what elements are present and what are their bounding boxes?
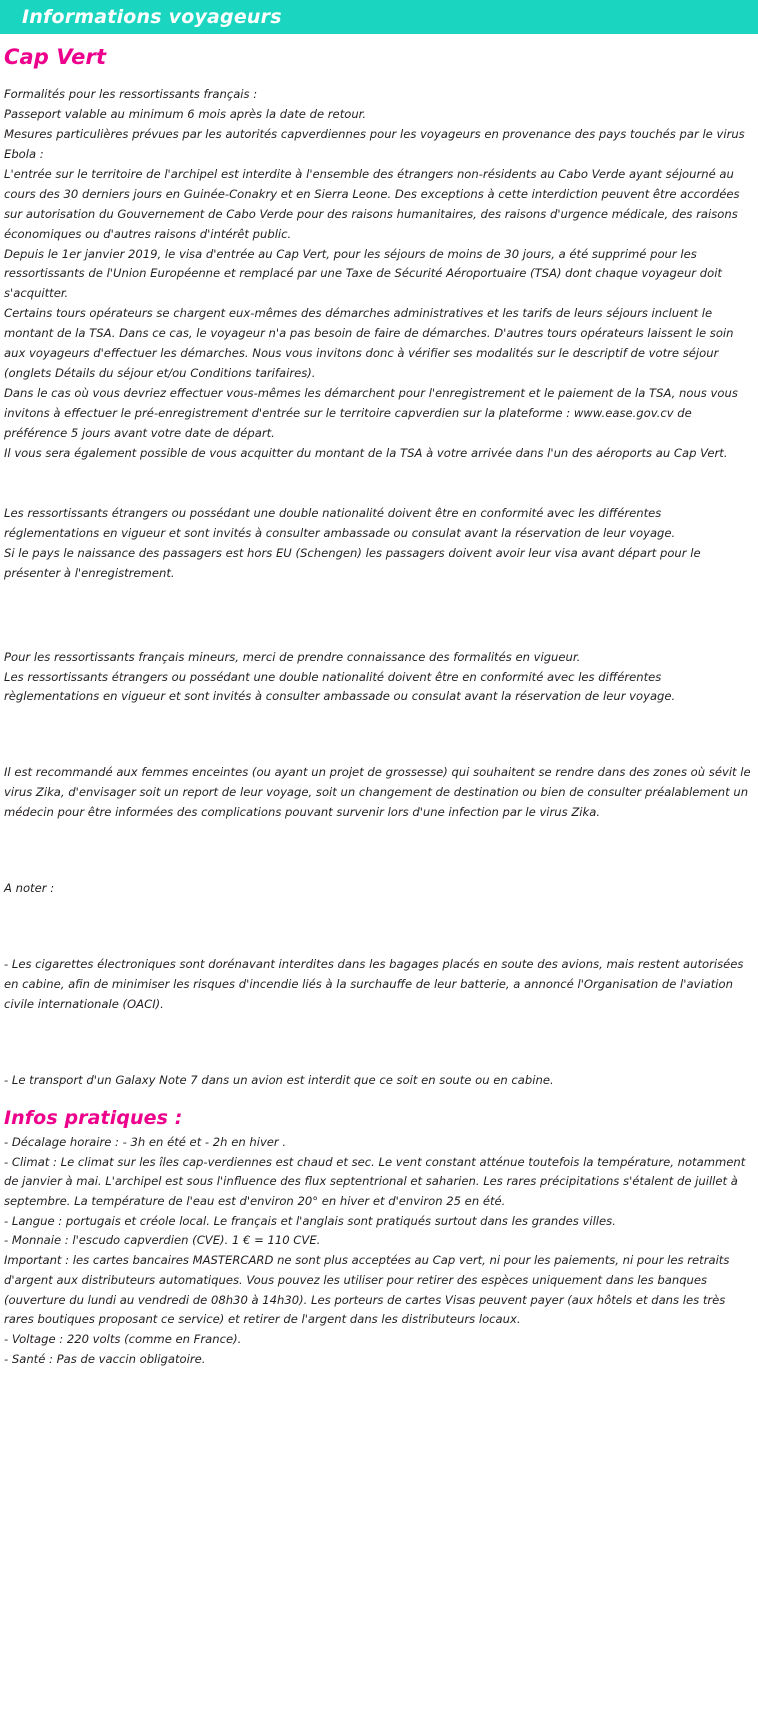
zika-paragraph: Il est recommandé aux femmes enceintes (ou ayant un projet de grossesse) qui souhaitent se rendre dans des zones où sévit le virus Zika, d'envisager soit un report de leur voyage, soit un changement de destination ou bien de consulter préalablement un médecin pour être informées des complications pouvant survenir lors d'une infection par le virus Zika. (4, 765, 751, 820)
list-item: Important : les cartes bancaires MASTERCARD ne sont plus acceptées au Cap vert, ni pour les paiements, ni pour les retraits d'argent aux distributeurs automatiques. Vous pouvez les utiliser pour retirer des espèces uniquement dans les banques (ouverture du lundi au vendredi de 08h30 à 14h30). Les porteurs de cartes Visas peuvent payer (aux hôtels et dans les très rares boutiques proposant ce service) et retirer de l'argent dans les distributeurs locaux. (4, 1253, 730, 1327)
list-item: - Monnaie : l'escudo capverdien (CVE). 1 € = 110 CVE. (4, 1233, 321, 1248)
document-body (0, 45, 758, 1369)
a-noter-label: A noter : (4, 881, 55, 896)
infos-pratiques-heading: Infos pratiques : (4, 1106, 183, 1129)
document-header (0, 0, 758, 34)
ebola-heading: Mesures particulières prévues par les autorités capverdiennes pour les voyageurs en provenance des pays touchés par le virus Ebola : (4, 126, 745, 161)
foreign-nationals-paragraph: Les ressortissants étrangers ou possédant une double nationalité doivent être en conformité avec les différentes réglementations en vigueur et sont invités à consulter ambassade ou consulat avant la réservation de leur voyage. (4, 505, 676, 540)
note-galaxy-note-7: - Le transport d'un Galaxy Note 7 dans un avion est interdit que ce soit en soute ou en cabine. (4, 1072, 554, 1087)
infos-pratiques-list (2, 1133, 756, 1369)
tsa-paragraph-3: Dans le cas où vous devriez effectuer vous-mêmes les démarchent pour l'enregistrement et le paiement de la TSA, nous vous invitons à effectuer le pré-enregistrement d'entrée sur le territoire capverdien sur la plateforme : www.ease.gov.cv de préférence 5 jours avant votre date de départ. (4, 386, 738, 440)
list-item: - Climat : Le climat sur les îles cap-verdiennes est chaud et sec. Le vent constant atténue toutefois la température, notamment de janvier à mai. L'archipel est sous l'influence des flux septentrional et saharien. Les rares précipitations s'étalent de juillet à septembre. La température de l'eau est d'environ 20° en hiver et d'environ 25 en été. (4, 1154, 746, 1208)
list-item: - Langue : portugais et créole local. Le français et l'anglais sont pratiqués surtout dans les grandes villes. (4, 1213, 616, 1228)
list-item: - Décalage horaire : - 3h en été et - 2h en hiver . (4, 1134, 287, 1149)
list-item: - Santé : Pas de vaccin obligatoire. (4, 1351, 206, 1366)
foreign-nationals-paragraph-2: Les ressortissants étrangers ou possédant une double nationalité doivent être en conformité avec les différentes règlementations en vigueur et sont invités à consulter ambassade ou consulat avant la réservation de leur voyage. (4, 669, 676, 704)
tsa-paragraph-2: Certains tours opérateurs se chargent eux-mêmes des démarches administratives et les tarifs de leurs séjours incluent le montant de la TSA. Dans ce cas, le voyageur n'a pas besoin de faire de démarches. D'autres tours opérateurs laissent le soin aux voyageurs d'effectuer les démarches. Nous vous invitons donc à vérifier ses modalités sur le descriptif de votre séjour (onglets Détails du séjour et/ou Conditions tarifaires). (4, 306, 734, 381)
tsa-paragraph-4: Il vous sera également possible de vous acquitter du montant de la TSA à votre arrivée dans l'un des aéroports au Cap Vert. (4, 445, 728, 460)
ebola-body: L'entrée sur le territoire de l'archipel est interdite à l'ensemble des étrangers non-résidents au Cabo Verde ayant séjourné au cours des 30 derniers jours en Guinée-Conakry et en Sierra Leone. Des exceptions à cette interdiction peuvent être accordées sur autorisation du Gouvernement de Cabo Verde pour des raisons humanitaires, des raisons d'urgence médicale, des raisons économiques ou d'autres raisons d'intérêt public. (4, 166, 740, 241)
page-title: Informations voyageurs (22, 6, 282, 28)
list-item: - Voltage : 220 volts (comme en France). (4, 1331, 242, 1346)
visa-schengen-paragraph: Si le pays le naissance des passagers est hors EU (Schengen) les passagers doivent avoir leur visa avant départ pour le présenter à l'enregistrement. (4, 545, 701, 580)
formalities-intro: Formalités pour les ressortissants français : (4, 87, 258, 101)
country-heading: Cap Vert (4, 45, 107, 69)
note-e-cigarettes: - Les cigarettes électroniques sont dorénavant interdites dans les bagages placés en soute des avions, mais restent autorisées en cabine, afin de minimiser les risques d'incendie liés à la surchauffe de leur batterie, a annoncé l'Organisation de l'aviation civile internationale (OACI). (4, 957, 744, 1011)
minors-paragraph: Pour les ressortissants français mineurs, merci de prendre connaissance des formalités en vigueur. (4, 649, 581, 664)
tsa-paragraph-1: Depuis le 1er janvier 2019, le visa d'entrée au Cap Vert, pour les séjours de moins de 30 jours, a été supprimé pour les ressortissants de l'Union Européenne et remplacé par une Taxe de Sécurité Aéroportuaire (TSA) dont chaque voyageur doit s'acquitter. (4, 246, 722, 301)
passport-requirement: Passeport valable au minimum 6 mois après la date de retour. (4, 106, 367, 121)
